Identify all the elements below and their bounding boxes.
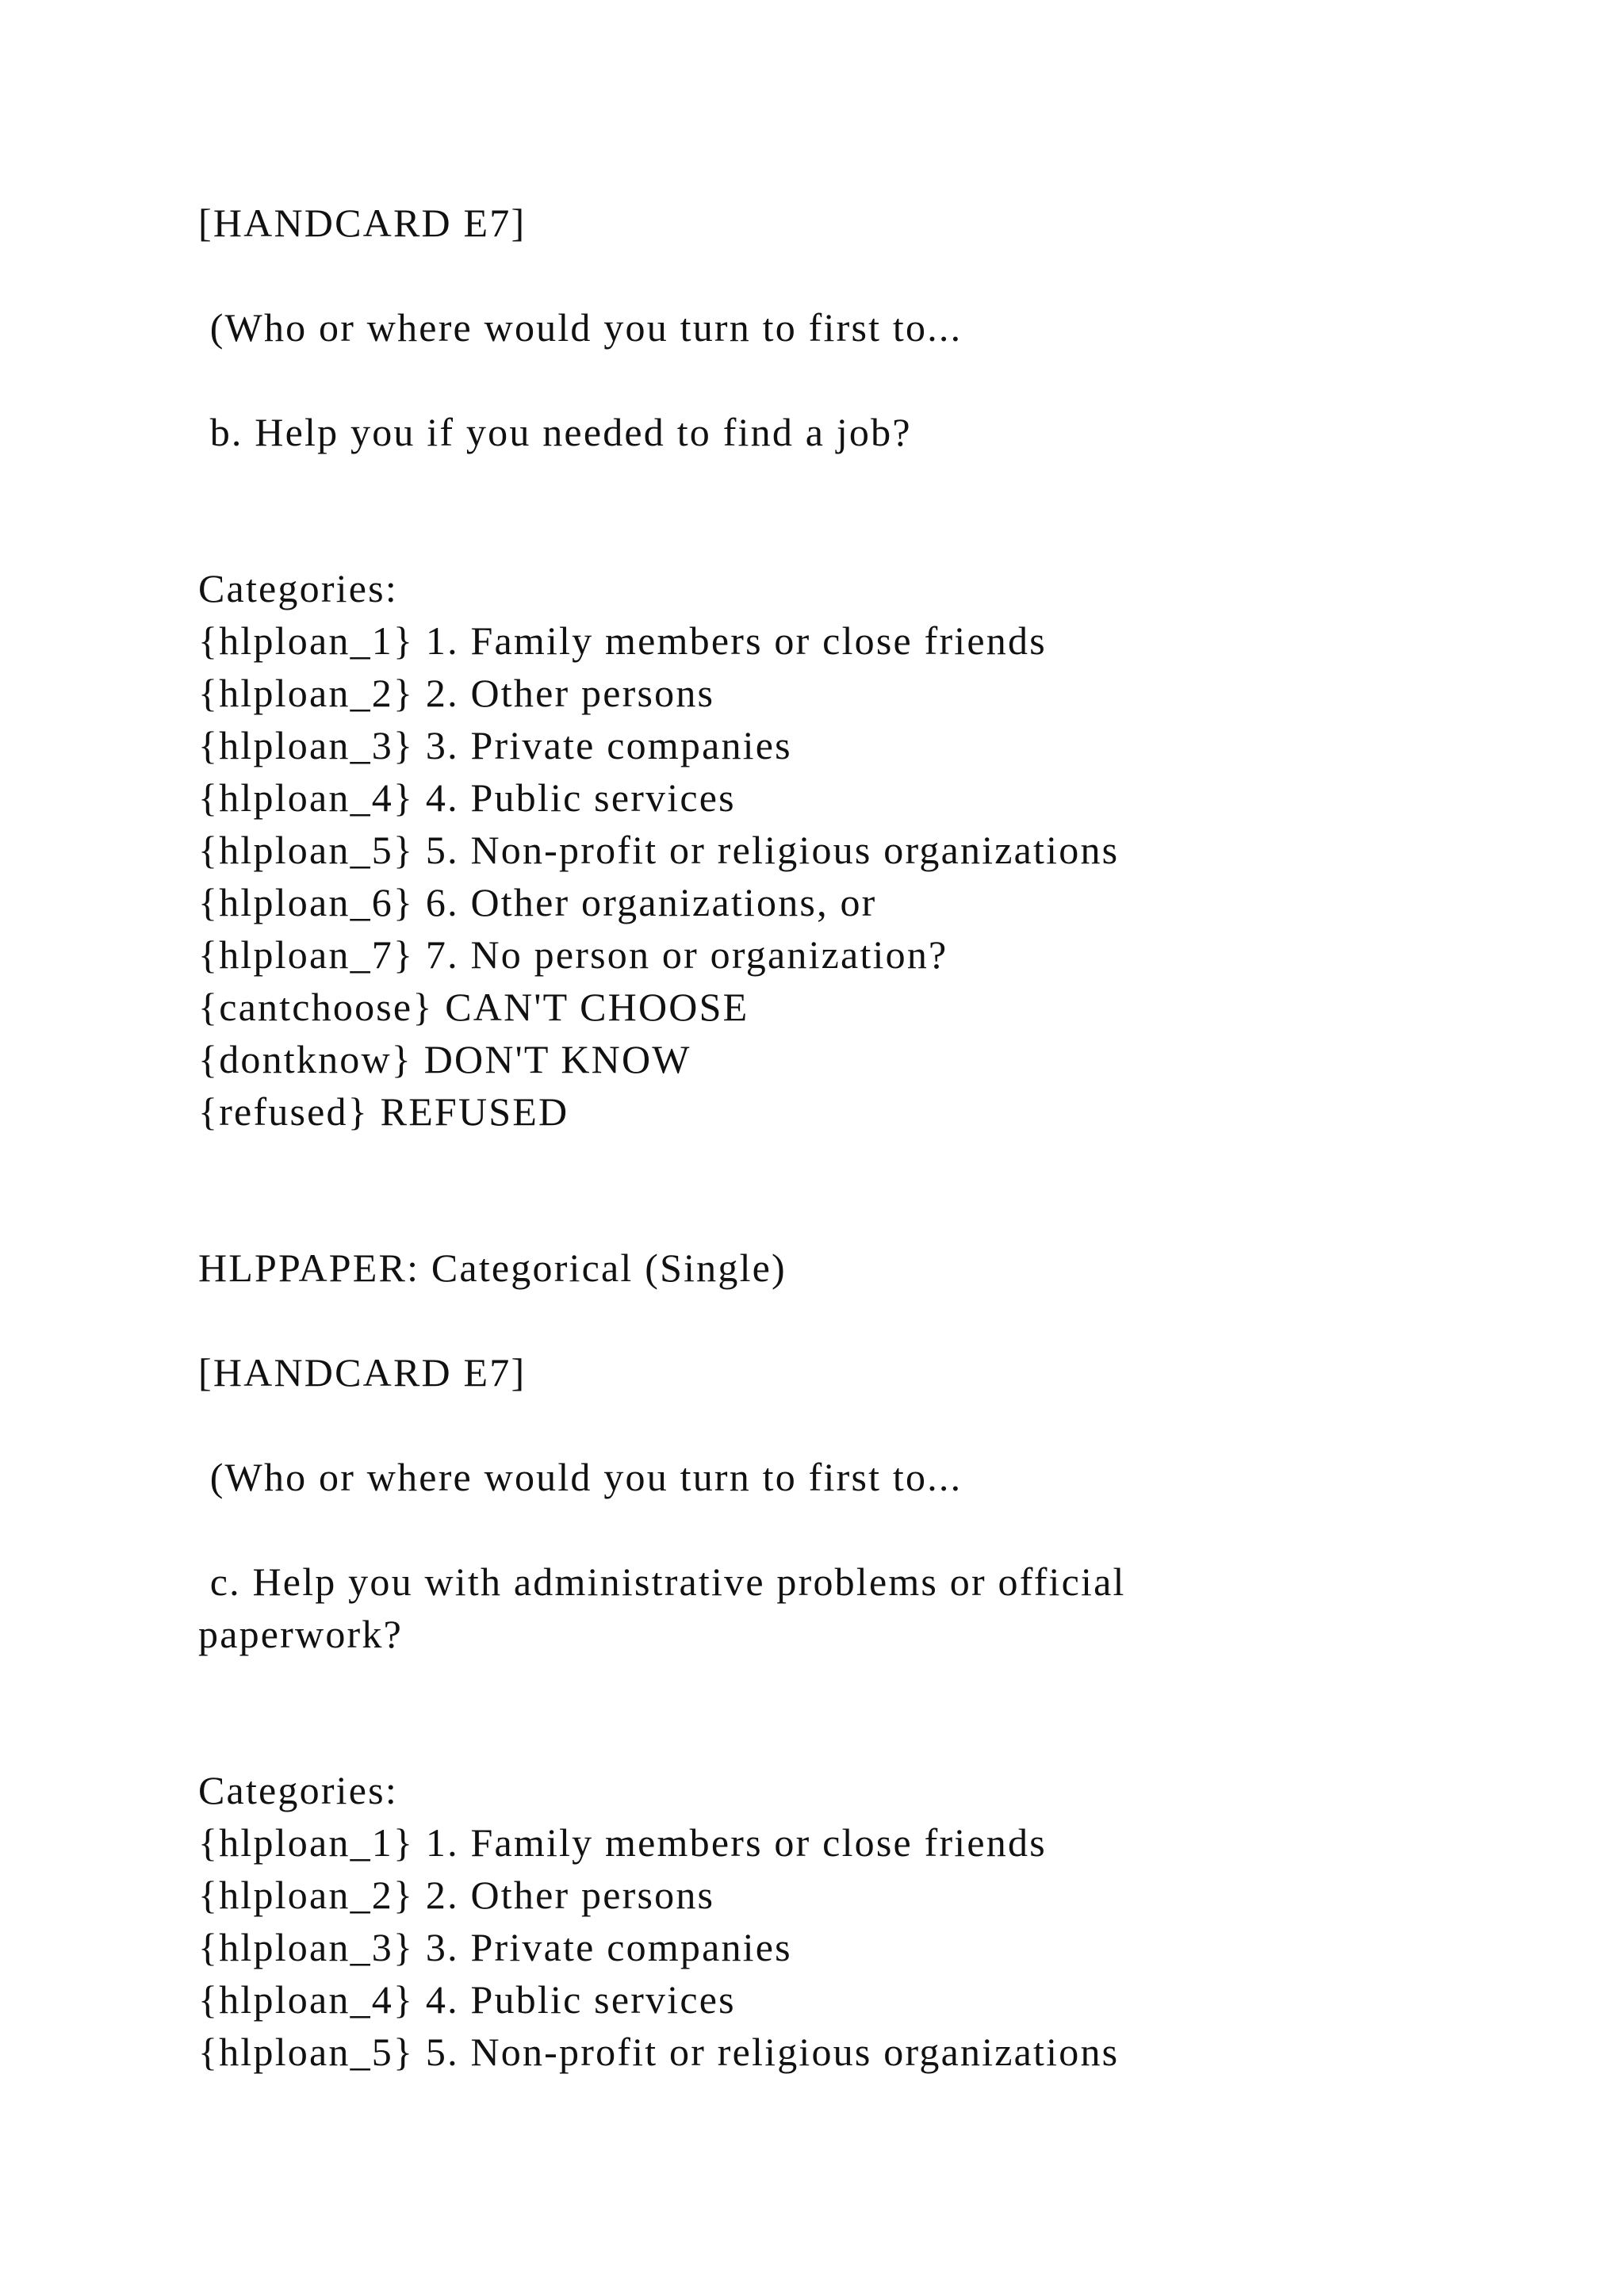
- handcard-label: [HANDCARD E7]: [198, 1350, 527, 1395]
- category-option: {hlploan_1} 1. Family members or close friends: [198, 618, 1047, 663]
- question-prompt: (Who or where would you turn to first to...: [198, 1455, 963, 1499]
- category-option: {hlploan_2} 2. Other persons: [198, 1873, 715, 1917]
- category-option: {hlploan_3} 3. Private companies: [198, 723, 792, 767]
- handcard-label: [HANDCARD E7]: [198, 201, 527, 245]
- categories-label: Categories:: [198, 1768, 398, 1812]
- category-option: {hlploan_4} 4. Public services: [198, 775, 736, 820]
- category-option: {hlploan_7} 7. No person or organization?: [198, 932, 948, 977]
- question-prompt: (Who or where would you turn to first to...: [198, 305, 963, 350]
- category-option: {hlploan_1} 1. Family members or close friends: [198, 1820, 1047, 1865]
- categories-label: Categories:: [198, 566, 398, 610]
- category-option: {hlploan_2} 2. Other persons: [198, 671, 715, 715]
- category-option: {hlploan_3} 3. Private companies: [198, 1925, 792, 1969]
- category-option: {refused} REFUSED: [198, 1089, 569, 1134]
- category-option: {hlploan_6} 6. Other organizations, or: [198, 880, 877, 924]
- category-option: {hlploan_5} 5. Non-profit or religious organizations: [198, 828, 1120, 872]
- category-option: {cantchoose} CAN'T CHOOSE: [198, 985, 749, 1029]
- category-option: {dontknow} DON'T KNOW: [198, 1037, 691, 1081]
- category-option: {hlploan_5} 5. Non-profit or religious organizations: [198, 2030, 1120, 2074]
- question-text: c. Help you with administrative problems or official: [198, 1559, 1126, 1604]
- question-text: b. Help you if you needed to find a job?: [198, 410, 912, 454]
- question-text-continued: paperwork?: [198, 1612, 403, 1656]
- category-option: {hlploan_4} 4. Public services: [198, 1977, 736, 2022]
- variable-header: HLPPAPER: Categorical (Single): [198, 1246, 787, 1290]
